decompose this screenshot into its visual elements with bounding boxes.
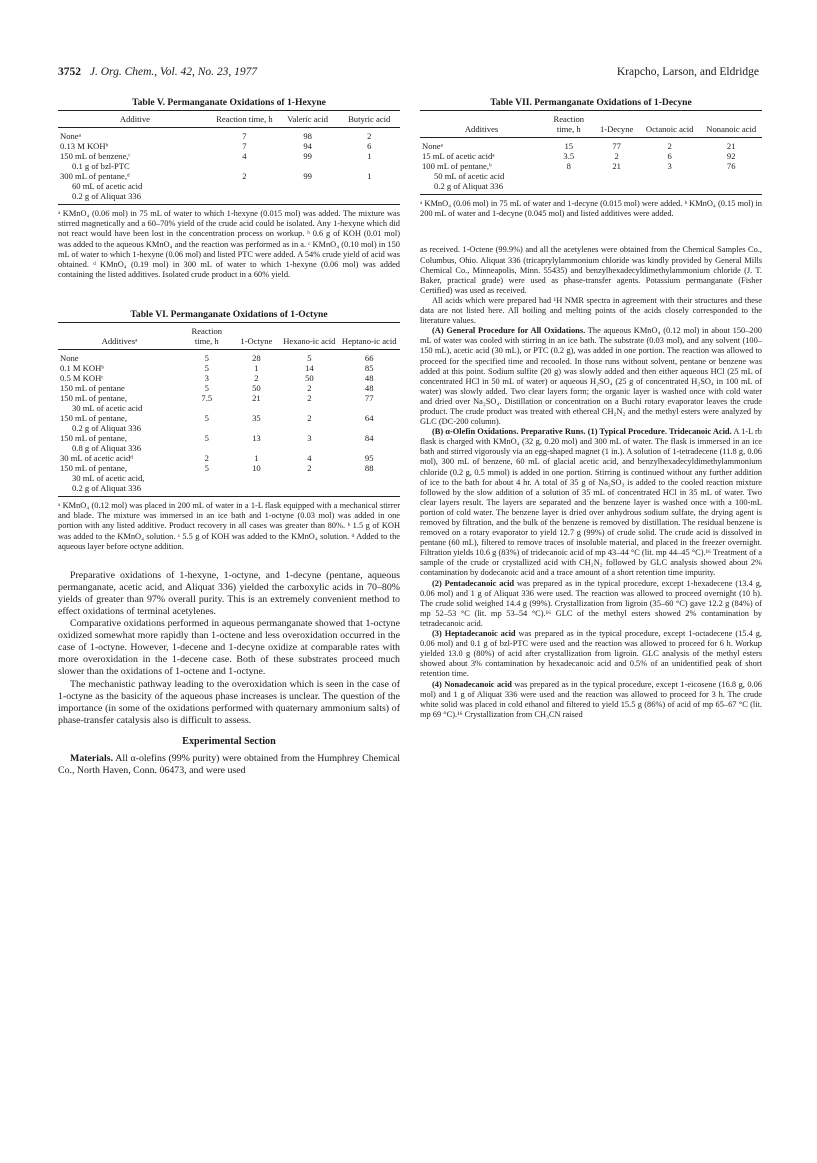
table5-header-butyric: Butyric acid	[338, 111, 400, 128]
procedure-a-text: The aqueous KMnO₄ (0.12 mol) in about 150–200 mL of water was cooled with stirring in an ice bath. The substrate (0.03 mol), and any solvent (100–150 mL), acetic acid (30 mL), or PTC (0.2 g), was added in one portion. The reaction was allowed to proceed for the specified time and recooled. In those runs without solvent, pentane or benzene was added at this point. Sodium sulfite (20 g) was slowly added and then either aqueous HCl (25 mL of concentrated HCl in 50 mL of water) or aqueous H₂SO₄ (25 g of concentrated H₂SO₄ in 100 mL of water) was slowly added. Two clear layers form; the organic layer is washed once with cold water and dried over Na₂SO₄. Distillation or concentration on a Buchi rotary evaporator leaves the crude product. The crude product was treated with ethereal CH₂N₂ and the methyl esters were analyzed by GLC (DC-200 column).	[420, 326, 762, 427]
table-cell: None	[60, 353, 79, 364]
table-cell: 21	[612, 161, 621, 172]
page-number: 3752	[58, 66, 81, 78]
table-cell: 5	[204, 463, 209, 474]
table-cell: 7.5	[201, 393, 213, 404]
table-cell: 77	[364, 393, 374, 404]
table-cell: 48	[364, 373, 374, 384]
table5-header-time: Reaction time, h	[212, 111, 277, 128]
header-left	[58, 66, 257, 78]
table5-body	[58, 128, 400, 205]
body-paragraph: Comparative oxidations performed in aqueous permanganate showed that 1-octyne oxidized somewhat more rapidly than 1-octene and less overoxidation occurred in the case of 1-octyne. However, 1-decene and 1-decyne oxidize at comparable rates with more overoxidation in the 1-decene case. Both of these substrates proceed much slower than the oxidations of 1-octene and 1-octyne.	[58, 618, 400, 678]
table-cell: 99	[303, 171, 312, 182]
table-cell: 0.1 M KOHᵇ	[60, 363, 104, 374]
table-cell: 3	[307, 433, 312, 444]
table6-notes: ᵃ KMnO₄ (0.12 mol) was placed in 200 mL of water in a 1-L flask equipped with a mechanical stirrer and blade. The mixture was immersed in an ice bath and 1-octyne (0.03 mol) was added in one portion with any listed additive. Product recovery in all cases was greater than 80%. ᵇ 1.5 g of KOH was added to the KMnO₄ solution. ᶜ 5.5 g of KOH was added to the KMnO₄ solution. ᵈ Added to the aqueous layer before octyne addition.	[58, 501, 400, 551]
table-cell: 300 mL of pentane,ᵈ 60 mL of acetic acid 0.2 g of Aliquat 336	[60, 171, 143, 202]
table-cell: 85	[364, 363, 374, 374]
table-cell: 66	[364, 353, 374, 364]
table-cell: 3	[667, 161, 672, 172]
table5-header-additive: Additive	[58, 111, 212, 128]
table-cell: 5	[204, 383, 209, 394]
experimental-heading: Experimental Section	[182, 735, 276, 747]
table-cell: 6	[667, 151, 672, 162]
table-cell: 2	[307, 393, 312, 404]
table-cell: 8	[566, 161, 571, 172]
procedure-b-paragraph	[420, 427, 762, 578]
running-header	[58, 66, 759, 84]
table-cell: 5	[204, 413, 209, 424]
table-cell: 150 mL of pentane, 0.8 g of Aliquat 336	[60, 433, 141, 454]
table7-notes: ᵃ KMnO₄ (0.06 mol) in 75 mL of water and 1-decyne (0.015 mol) were added. ᵇ KMnO₄ (0.15 mol) in 200 mL of water and 1-decyne (0.045 mol) and listed additives were added.	[420, 199, 762, 219]
procedure-2-label: (2) Pentadecanoic acid	[432, 578, 515, 588]
table-cell: 4	[307, 453, 312, 464]
table-cell: 150 mL of pentane, 30 mL of acetic acid, 0.2 g of Aliquat 336	[60, 463, 145, 494]
table7-body	[420, 138, 762, 195]
table6-header-time: Reaction time, h	[181, 323, 232, 350]
table7-header-octanoic: Octanoic acid	[639, 111, 701, 138]
table-cell: 5	[204, 353, 209, 364]
procedure-4-label: (4) Nonadecanoic acid	[432, 679, 512, 689]
table6	[58, 322, 400, 497]
table-cell: 2	[254, 373, 259, 384]
table-row	[58, 373, 400, 383]
table7-header-nonanoic: Nonanoic acid	[700, 111, 762, 138]
table-row	[420, 161, 762, 195]
table-cell: 84	[364, 433, 374, 444]
procedure-2-text: was prepared as in the typical procedure, except 1-hexadecene (13.4 g, 0.06 mol) and 1 g of Aliquat 336 were used. The reaction was allowed to proceed overnight (10 h). The crude solid weighed 14.4 g (99%). Crystallization from ligroin (35–60 °C) gave 12.2 g (84%) of mp 52–53 °C (lit. mp 53–54 °C).¹⁶ GLC of the methyl esters showed 2% contamination by tetradecanoic acid.	[420, 578, 762, 628]
table-cell: 15 mL of acetic acidᵃ	[422, 151, 495, 162]
table-cell: 21	[252, 393, 261, 404]
table-row	[58, 363, 400, 373]
table7-title: Table VII. Permanganate Oxidations of 1-Decyne	[490, 97, 692, 108]
table-cell: 21	[726, 141, 736, 152]
table-cell: 150 mL of pentane, 0.2 g of Aliquat 336	[60, 413, 141, 434]
table-cell: 2	[307, 383, 312, 394]
procedure-3-paragraph	[420, 629, 762, 679]
table-cell: 88	[364, 463, 374, 474]
table-cell: 15	[564, 141, 574, 152]
table7-header-decyne: 1-Decyne	[594, 111, 638, 138]
table6-body	[58, 350, 400, 497]
table-cell: 99	[303, 151, 312, 162]
table-cell: 3	[204, 373, 209, 384]
procedure-3-label: (3) Heptadecanoic acid	[432, 629, 516, 639]
procedure-2-paragraph	[420, 579, 762, 629]
table-cell: 5	[204, 363, 209, 374]
left-body-text	[58, 570, 400, 727]
table-cell: 0.5 M KOHᶜ	[60, 373, 104, 384]
right-column	[420, 94, 762, 720]
table-cell: 0.13 M KOHᵇ	[60, 141, 109, 152]
table-cell: 30 mL of acetic acidᵈ	[60, 453, 133, 464]
materials-paragraph	[58, 753, 400, 777]
procedure-a-label: (A) General Procedure for All Oxidations.	[432, 326, 586, 336]
table-cell: 150 mL of pentane, 30 mL of acetic acid	[60, 393, 143, 414]
table-cell: 98	[303, 131, 312, 142]
table-cell: 92	[726, 151, 736, 162]
table6-title: Table VI. Permanganate Oxidations of 1-Octyne	[130, 308, 328, 320]
table-cell: 2	[204, 453, 209, 464]
table-cell: 150 mL of benzene,ᶜ 0.1 g of bzl-PTC	[60, 151, 131, 172]
procedure-3-text: was prepared as in the typical procedure, except 1-octadecene (15.4 g, 0.06 mol) and 0.1 g of bzl-PTC were used and the reaction was allowed to proceed for 6 h. Workup yielded 13.0 g (80%) of acid after crystallization from ligroin. GLC analysis of the methyl esters showed about 3% contamination by hexadecanoic acid and 0.5% of an unidentified peak of short retention time.	[420, 629, 762, 679]
table6-header-hexanoic: Hexano-ic acid	[280, 323, 338, 350]
left-column	[58, 94, 400, 777]
table-cell: 1	[254, 453, 259, 464]
table-cell: 50	[305, 373, 314, 384]
header-authors: Krapcho, Larson, and Eldridge	[616, 66, 759, 78]
table7	[420, 110, 762, 195]
table-row	[58, 433, 400, 453]
table-row	[58, 413, 400, 433]
table-row	[58, 350, 400, 364]
table6-header-heptanoic: Heptano-ic acid	[338, 323, 400, 350]
materials-text: All α-olefins (99% purity) were obtained from the Humphrey Chemical Co., North Haven, Conn. 06473, and were used	[58, 753, 400, 777]
table5	[58, 110, 400, 205]
table-cell: 48	[364, 383, 374, 394]
procedure-b-label: (B) α-Olefin Oxidations. Preparative Runs. (1) Typical Procedure. Tridecanoic Acid.	[432, 427, 732, 437]
table-cell: 76	[726, 161, 736, 172]
table7-header-additives: Additives	[420, 111, 543, 138]
table-row	[58, 383, 400, 393]
table-cell: 14	[305, 363, 314, 374]
procedure-b-text: A 1-L rb flask is charged with KMnO₄ (32 g, 0.20 mol) and 300 mL of water. The flask is immersed in an ice bath and stirred vigorously via an egg-shaped magnet (1 in.). A solution of 1-tetradecene (11.8 g, 0.06 mol), 300 mL of benzene, 60 mL of glacial acetic acid, and benzylhexadecyldimethylammonium chloride (0.2 g, 0.5 mmol) is added in one portion. Stirring is continued without any further addition of ice to the bath for about 4 hr. A total of 35 g of Na₂SO₃ is added to the cooled reaction mixture followed by the slow addition of a solution of 35 mL of concentrated HCl in 35 mL of water. Two clear layers result. The layers are separated and the benzene layer is washed once with a 100-mL portion of cold water. The benzene layer is dried over anhydrous sodium sulfate, the drying agent is removed by filtration, and the bulk of the benzene is removed by distillation. The residual benzene is removed on a rotary evaporator to yield 12.7 g (99%) of crude solid. The crude acid is dissolved in pentane (60 mL), filtered to remove traces of insoluble material, and placed in the freezer overnight. Filtration yields 10.6 g (83%) of tridecanoic acid of mp 43–44 °C (lit. mp 44–45 °C).¹⁶ Treatment of a sample of the crude or crystallized acid with CH₂N₂ followed by GLC analysis showed about 2% contamination by dodecanoic acid and a trace amount of a short retention time impurity.	[420, 427, 762, 578]
table-row	[58, 463, 400, 497]
table-cell: 50	[252, 383, 261, 394]
table-cell: 5	[307, 353, 312, 364]
body-paragraph: as received. 1-Octene (99.9%) and all the acetylenes were obtained from the Chemical Samples Co., Columbus, Ohio. Aliquat 336 (tricaprylylammonium chloride was kindly provided by General Mills Chemical Co., Minneapolis, Minn. 55435) and benzylhexadecyldimethylammonium chloride (J. T. Baker, practical grade) were used as phase-transfer agents. Potassium permanganate (Fisher Certified) was used as received.	[420, 245, 762, 295]
procedure-4-text: was prepared as in the typical procedure, except 1-eicosene (16.8 g, 0.06 mol) and 1 g of Aliquat 336 were used and the reaction was allowed to proceed for 3 h. The crude white solid was placed in cold ethanol and filtered to yield 15.5 g (86%) of acid of mp 65–67 °C (lit. mp 69 °C).¹⁶ Crystallization from CH₃CN raised	[420, 679, 762, 719]
table-cell: 64	[364, 413, 374, 424]
table-cell: 13	[252, 433, 261, 444]
table-row	[58, 141, 400, 151]
table-cell: Noneᵃ	[60, 131, 81, 142]
table-cell: 1	[254, 363, 259, 374]
table-row	[58, 151, 400, 171]
table-row	[420, 138, 762, 152]
table-cell: 1	[367, 151, 372, 162]
table7-header-time: Reaction time, h	[543, 111, 594, 138]
table-cell: 150 mL of pentane	[60, 383, 125, 394]
table5-header-valeric: Valeric acid	[277, 111, 339, 128]
table6-header-octyne: 1-Octyne	[232, 323, 280, 350]
table-row	[58, 453, 400, 463]
table-cell: 4	[242, 151, 247, 162]
body-paragraph: All acids which were prepared had ¹H NMR spectra in agreement with their structures and these data are not listed here. All boiling and melting points of the acids closely corresponded to the literature values.	[420, 295, 762, 326]
table-cell: 6	[367, 141, 372, 152]
table6-header-additives: Additivesᵃ	[58, 323, 181, 350]
table-cell: 7	[242, 131, 247, 142]
table-row	[58, 393, 400, 413]
table-cell: 95	[364, 453, 374, 464]
table-cell: 100 mL of pentane,ᵇ 50 mL of acetic acid 0.2 g of Aliquat 336	[422, 161, 505, 192]
table-cell: 35	[252, 413, 261, 424]
table-cell: 2	[307, 463, 312, 474]
journal-citation: J. Org. Chem., Vol. 42, No. 23, 1977	[89, 66, 258, 78]
table-row	[58, 128, 400, 142]
table-cell: 10	[252, 463, 261, 474]
table-cell: 2	[367, 131, 372, 142]
table-cell: 5	[204, 433, 209, 444]
table-row	[58, 171, 400, 205]
table-cell: 77	[612, 141, 621, 152]
table-cell: 2	[307, 413, 312, 424]
table-cell: Noneᵃ	[422, 141, 443, 152]
procedure-4-paragraph	[420, 680, 762, 720]
table-row	[420, 151, 762, 161]
body-paragraph: Preparative oxidations of 1-hexyne, 1-octyne, and 1-decyne (pentane, aqueous permanganate, acetic acid, and Aliquat 336) yielded the carboxylic acids in 70–80% yields of greater than 97% overall purity. This is an extremely convenient method to effect oxidations of terminal acetylenes.	[58, 569, 400, 617]
table-cell: 3.5	[563, 151, 575, 162]
table5-notes: ᵃ KMnO₄ (0.06 mol) in 75 mL of water to which 1-hexyne (0.015 mol) was added. The mixture was stirred magnetically and a 60–70% yield of the crude acid could be isolated. Any 1-hexyne which did not react would have been lost in the concentration process on workup. ᵇ 0.6 g of KOH (0.01 mol) was added to the aqueous KMnO₄ and the reaction was performed as in a. ᶜ KMnO₄ (0.10 mol) in 150 mL of water to which 1-hexyne (0.06 mol) and listed PTC were added. A 54% crude yield of acid was obtained. ᵈ KMnO₄ (0.19 mol) in 300 mL of water to which 1-hexyne (0.06 mol) was added containing the listed additives. Isolated crude product in a 60% yield.	[58, 209, 400, 279]
table5-title: Table V. Permanganate Oxidations of 1-Hexyne	[132, 97, 326, 108]
table-cell: 1	[367, 171, 372, 182]
table-cell: 28	[252, 353, 261, 364]
table-cell: 94	[303, 141, 312, 152]
table-cell: 2	[667, 141, 672, 152]
table-cell: 7	[242, 141, 247, 152]
table-cell: 2	[614, 151, 619, 162]
body-paragraph: The mechanistic pathway leading to the overoxidation which is seen in the case of 1-octyne as the basicity of the aqueous phase increases is unclear. The question of the importance (in some of the oxidations performed with quaternary ammonium salts) of phase-transfer catalysis also is difficult to assess.	[58, 678, 400, 726]
right-body-text	[420, 245, 762, 719]
table-cell: 2	[242, 171, 247, 182]
procedure-a-paragraph	[420, 326, 762, 427]
materials-label: Materials.	[70, 753, 114, 765]
